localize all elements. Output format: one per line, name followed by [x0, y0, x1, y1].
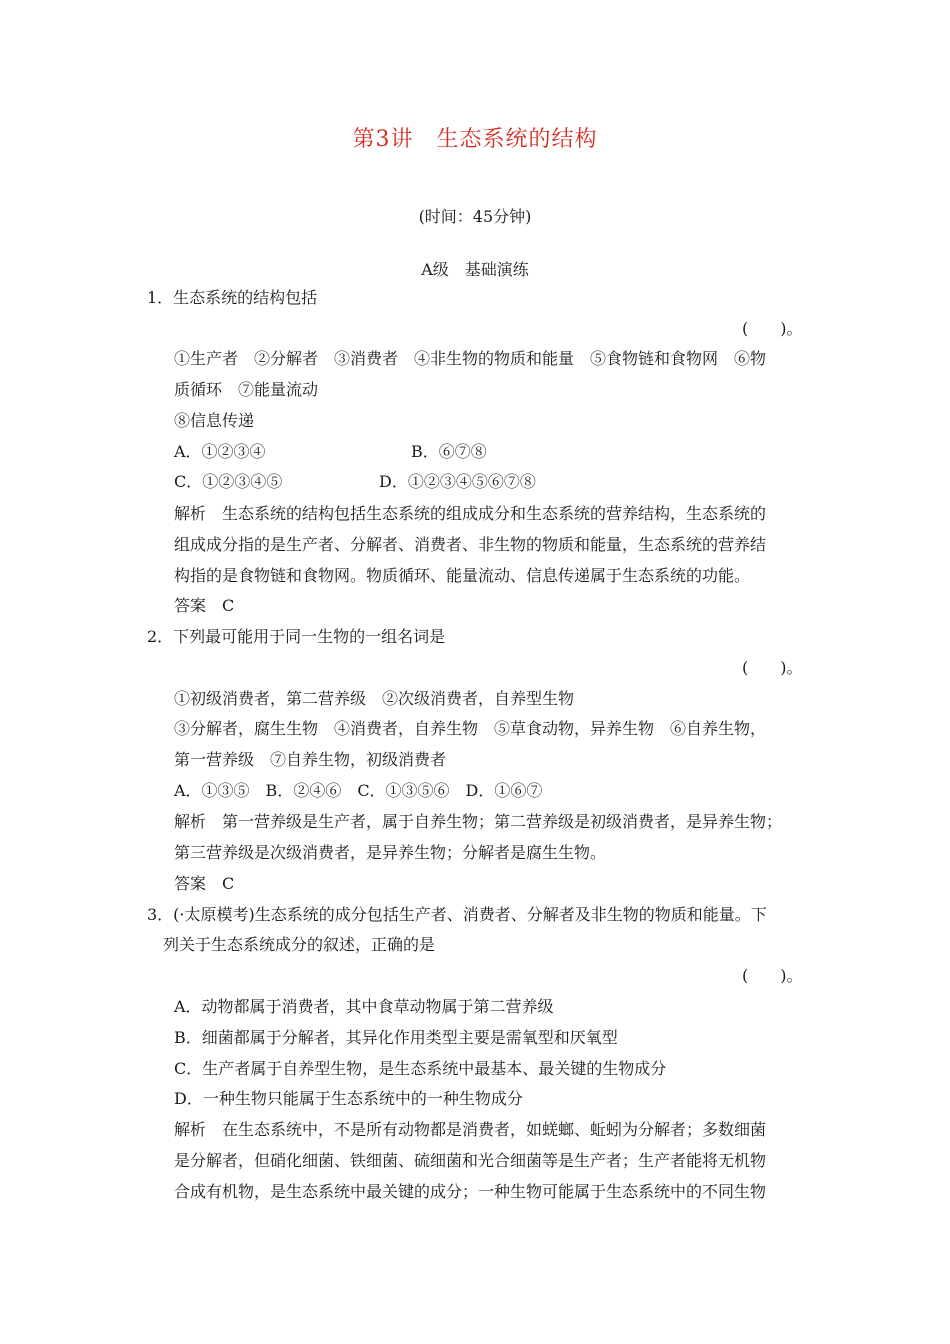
- question-1-stem: 1．生态系统的结构包括: [147, 288, 318, 307]
- level-heading: A级 基础演练: [421, 260, 529, 279]
- question-3-choice-b: B．细菌都属于分解者，其异化作用类型主要是需氧型和厌氧型: [174, 1028, 618, 1047]
- question-3-stem-line-2: 列关于生态系统成分的叙述，正确的是: [163, 935, 436, 954]
- question-1-options-line-3: ⑧信息传递: [174, 411, 255, 430]
- question-2-analysis-line-2: 第三营养级是次级消费者，是异养生物；分解者是腐生生物。: [174, 843, 607, 862]
- question-1-options-line-1: ①生产者 ②分解者 ③消费者 ④非生物的物质和能量 ⑤食物链和食物网 ⑥物: [174, 349, 767, 368]
- question-1-answer-paren: ( )。: [742, 319, 803, 338]
- question-3-analysis-line-1: 解析 在生态系统中，不是所有动物都是消费者，如蜣螂、蚯蚓为分解者；多数细菌: [174, 1120, 767, 1139]
- question-3-analysis-line-2: 是分解者，但硝化细菌、铁细菌、硫细菌和光合细菌等是生产者；生产者能将无机物: [174, 1151, 767, 1170]
- question-1-analysis-line-3: 构指的是食物链和食物网。物质循环、能量流动、信息传递属于生态系统的功能。: [174, 566, 751, 585]
- question-2-choices: A．①③⑤ B．②④⑥ C．①③⑤⑥ D．①⑥⑦: [174, 781, 543, 800]
- question-2-answer: 答案 C: [174, 874, 235, 893]
- question-2-analysis-line-1: 解析 第一营养级是生产者，属于自养生物；第二营养级是初级消费者，是异养生物；: [174, 812, 783, 831]
- question-3-choice-c: C．生产者属于自养型生物，是生态系统中最基本、最关键的生物成分: [174, 1059, 667, 1078]
- question-3-analysis-line-3: 合成有机物，是生态系统中最关键的成分；一种生物可能属于生态系统中的不同生物: [174, 1182, 767, 1201]
- page-title: 第3讲 生态系统的结构: [352, 127, 598, 152]
- question-1-analysis-line-2: 组成成分指的是生产者、分解者、消费者、非生物的物质和能量，生态系统的营养结: [174, 535, 767, 554]
- question-1-choice-c: C．①②③④⑤: [174, 472, 283, 491]
- question-1-answer: 答案 C: [174, 596, 235, 615]
- time-note: (时间：45分钟): [418, 207, 532, 226]
- question-1-analysis-line-1: 解析 生态系统的结构包括生态系统的组成成分和生态系统的营养结构，生态系统的: [174, 504, 767, 523]
- question-3-answer-paren: ( )。: [742, 966, 803, 985]
- question-1-options-line-2: 质循环 ⑦能量流动: [174, 380, 319, 399]
- question-2-options-line-1: ①初级消费者，第二营养级 ②次级消费者，自养型生物: [174, 689, 575, 708]
- question-2-options-line-2: ③分解者，腐生生物 ④消费者，自养生物 ⑤草食动物，异养生物 ⑥自养生物，: [174, 719, 767, 738]
- question-3-stem-line-1: 3．(·太原模考)生态系统的成分包括生产者、消费者、分解者及非生物的物质和能量。下: [147, 905, 767, 924]
- question-2-options-line-3: 第一营养级 ⑦自养生物，初级消费者: [174, 750, 447, 769]
- question-2-stem: 2．下列最可能用于同一生物的一组名词是: [147, 627, 446, 646]
- question-1-choice-a: A．①②③④: [174, 442, 266, 461]
- question-3-choice-d: D．一种生物只能属于生态系统中的一种生物成分: [174, 1089, 523, 1108]
- question-1-choice-d: D．①②③④⑤⑥⑦⑧: [379, 472, 536, 491]
- question-3-choice-a: A．动物都属于消费者，其中食草动物属于第二营养级: [174, 997, 554, 1016]
- question-2-answer-paren: ( )。: [742, 658, 803, 677]
- question-1-choice-b: B．⑥⑦⑧: [411, 442, 487, 461]
